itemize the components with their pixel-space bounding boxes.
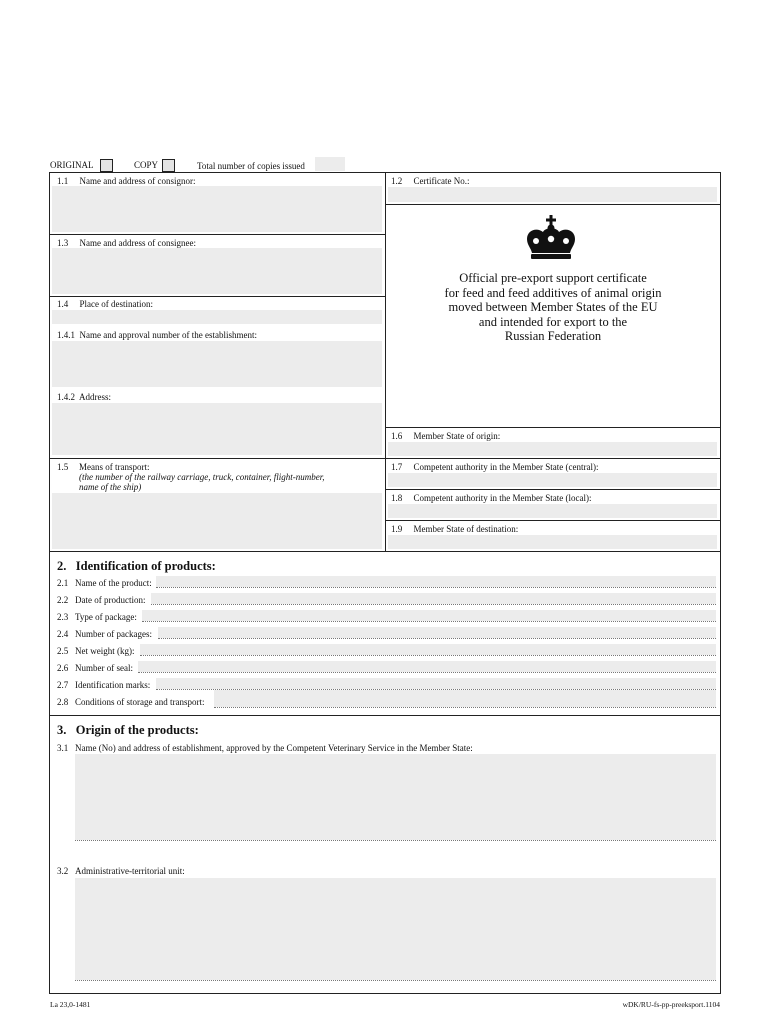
row-number: 2.8	[57, 697, 69, 707]
dotted-line	[156, 587, 716, 588]
row-number: 2.5	[57, 646, 69, 656]
dotted-line	[158, 638, 716, 639]
row-label: Number of seal:	[75, 663, 133, 673]
row-number: 2.6	[57, 663, 69, 673]
divider-section-3	[49, 715, 720, 716]
field-1-8-label: 1.8 Competent authority in the Member State (local):	[391, 493, 592, 503]
middle-divider	[385, 172, 386, 551]
number-of-seal-input[interactable]	[138, 661, 716, 672]
place-of-destination-input[interactable]	[52, 310, 382, 324]
field-1-5-note-line: name of the ship)	[79, 482, 142, 492]
field-1-6-label: 1.6 Member State of origin:	[391, 431, 501, 441]
field-1-9-label: 1.9 Member State of destination:	[391, 524, 519, 534]
divider-1-6	[385, 427, 720, 428]
dotted-line	[151, 604, 716, 605]
copy-label: COPY	[134, 160, 159, 170]
row-number: 2.1	[57, 578, 69, 588]
member-state-origin-input[interactable]	[388, 442, 717, 456]
identification-marks-input[interactable]	[156, 678, 716, 689]
field-1-4-2-label: 1.4.2 Address:	[57, 392, 111, 402]
local-authority-input[interactable]	[388, 504, 717, 518]
divider-1-4	[49, 296, 385, 297]
field-1-3-label: 1.3 Name and address of consignee:	[57, 238, 196, 248]
member-state-destination-input[interactable]	[388, 535, 717, 549]
dotted-line	[75, 980, 716, 981]
row-label: Name of the product:	[75, 578, 152, 588]
original-label: ORIGINAL	[50, 160, 94, 170]
divider-section-2	[49, 551, 720, 552]
crown-icon	[521, 215, 581, 263]
certificate-title-line: Official pre-export support certificate	[459, 271, 647, 285]
net-weight-input[interactable]	[140, 644, 716, 655]
row-number: 2.3	[57, 612, 69, 622]
field-1-7-label: 1.7 Competent authority in the Member State (central):	[391, 462, 599, 472]
address-input[interactable]	[52, 403, 382, 455]
field-1-4-label: 1.4 Place of destination:	[57, 299, 153, 309]
row-number: 2.7	[57, 680, 69, 690]
number-of-packages-input[interactable]	[158, 627, 716, 638]
section-2-heading: 2. Identification of products:	[57, 559, 216, 573]
field-1-4-1-label: 1.4.1 Name and approval number of the establishment:	[57, 330, 257, 340]
row-label: Number of packages:	[75, 629, 152, 639]
divider-1-2	[385, 204, 720, 205]
copies-label: Total number of copies issued	[197, 161, 305, 171]
dotted-line	[142, 621, 716, 622]
row-label: Conditions of storage and transport:	[75, 697, 205, 707]
certificate-title-line: moved between Member States of the EU	[448, 300, 658, 314]
section-3-heading: 3. Origin of the products:	[57, 723, 199, 737]
copy-checkbox[interactable]	[162, 159, 175, 172]
divider-1-8	[385, 489, 720, 490]
row-number: 2.2	[57, 595, 69, 605]
divider-1-5	[49, 458, 720, 459]
dotted-line	[140, 655, 716, 656]
field-1-2-label: 1.2 Certificate No.:	[391, 176, 470, 186]
row-label: Date of production:	[75, 595, 146, 605]
field-1-5-number: 1.5	[57, 462, 69, 472]
row-number: 2.4	[57, 629, 69, 639]
field-1-5-note-line: (the number of the railway carriage, truck, container, flight-number,	[79, 472, 325, 482]
divider-1-9	[385, 520, 720, 521]
establishment-origin-input[interactable]	[75, 754, 716, 840]
certificate-title-line: for feed and feed additives of animal origin	[444, 285, 662, 300]
certificate-title	[388, 271, 718, 344]
copies-input[interactable]	[315, 157, 345, 171]
certificate-title-line: and intended for export to the	[478, 314, 628, 329]
consignor-input[interactable]	[52, 186, 382, 232]
certificate-no-input[interactable]	[388, 187, 717, 202]
means-of-transport-input[interactable]	[52, 493, 382, 549]
dotted-line	[138, 672, 716, 673]
field-3-1-label: Name (No) and address of establishment, approved by the Competent Veterinary Service in the Member State:	[75, 743, 473, 753]
dotted-line	[75, 840, 716, 841]
dotted-line	[214, 707, 716, 708]
field-3-1-number: 3.1	[57, 743, 69, 753]
field-1-1-label: 1.1 Name and address of consignor:	[57, 176, 196, 186]
field-1-5-label: Means of transport:	[79, 462, 150, 472]
row-label: Identification marks:	[75, 680, 151, 690]
original-checkbox[interactable]	[100, 159, 113, 172]
divider-1-3	[49, 234, 385, 235]
territorial-unit-input[interactable]	[75, 878, 716, 980]
consignee-input[interactable]	[52, 248, 382, 294]
certificate-title-line: Russian Federation	[504, 329, 602, 343]
row-label: Net weight (kg):	[75, 646, 135, 656]
row-label: Type of package:	[75, 612, 137, 622]
footer-doc-id: wDK/RU-fs-pp-preeksport.1104	[622, 1000, 720, 1009]
establishment-input[interactable]	[52, 341, 382, 387]
central-authority-input[interactable]	[388, 473, 717, 487]
type-of-package-input[interactable]	[142, 610, 716, 621]
date-of-production-input[interactable]	[151, 593, 716, 604]
product-name-input[interactable]	[156, 576, 716, 587]
conditions-of-storage-input[interactable]	[214, 690, 716, 707]
field-3-2-number: 3.2	[57, 866, 69, 876]
field-3-2-label: Administrative-territorial unit:	[75, 866, 185, 876]
footer-form-code: La 23,0-1481	[50, 1000, 91, 1009]
